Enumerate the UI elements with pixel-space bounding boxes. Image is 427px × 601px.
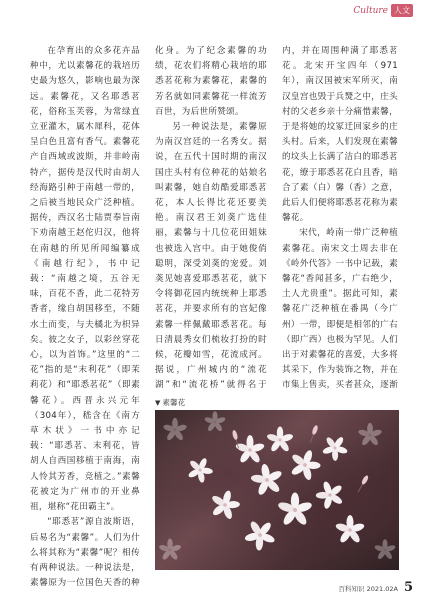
text-column-3	[282, 44, 398, 393]
paragraph: 化身。为了纪念素馨的功绩，花农们将精心栽培的耶悉茗花称为素馨花，素馨的芳名就如同素馨花一样流芳百世，为后世所赞颂。	[155, 46, 267, 117]
paragraph: 宋代，岭南一带广泛种植素馨花。南宋文士周去非在《岭外代答》一书中记载，素馨花“香闻甚多，广右绝少，土人尤贵重”。据此可知，素馨花广泛种植在番禺（今广州）一带，即便是相邻的广右（即广西）也极为罕见。人们出于对素馨花的喜爱，大多将其采下，作为装饰之物，并在市集上售卖，买者甚众，逐渐	[282, 228, 398, 391]
page-number: 5	[403, 580, 413, 595]
paragraph: “耶悉茗”源自波斯语，后易名为“素馨”。人们为什么将其称为“素馨”呢？相传有两种说法。一种说法是，素馨原为一位国色天香的种	[30, 517, 140, 589]
jasmine-flower-photo	[155, 410, 399, 570]
page-footer	[339, 580, 413, 595]
caption-text: 素馨花	[162, 398, 186, 407]
photo-caption	[155, 397, 185, 408]
paragraph: 内，并在周围种满了耶悉茗花。北宋开宝四年（971年），南汉国被宋军所灭，南汉皇宫也毁于兵燹之中，庄头村的父老乡亲十分痛惜素馨，于是将她的坟冢迁回家乡的庄头村。后来，人们发现在素馨的坟头上长满了洁白的耶悉茗花，缭于耶悉茗花白且香，暗合了素（白）馨（香）之意，此后人们便将耶悉茗花称为素馨花。	[282, 46, 398, 224]
section-header	[353, 4, 413, 17]
paragraph: 另一种说法是，素馨原为南汉宫廷的一名秀女。据说，在五代十国时期的南汉国庄头村有位种花的姑娘名叫素馨，她自幼酷爱耶悉茗花，本人长得比花还要美艳。南汉君王刘䶮广选佳丽，素馨与十几位花田姐妹也被选入宫中。由于她俊俏聪明，深受刘䶮的宠爱。刘䶮见她喜爱耶悉茗花，就下令将御花园内统统种上耶悉茗花，并要求所有的宫妃像素馨一样佩戴耶悉茗花。每日清晨秀女们梳妆打扮的时候，花瓣如雪，花流成河。据说，广州城内的“流花湖”和“流花桥”就得名于	[155, 122, 267, 391]
paragraph: 在孕育出的众多花卉品种中，尤以素馨花的栽培历史最为悠久，影响也最为深远。素馨花，又名耶悉茗花，俗称玉芙蓉，为常绿直立亚灌木，属木犀科，花体呈白色且富有香气。素馨花产自西域或波斯，并非岭南特产，据传是汉代时由胡人经海路引种于南越一带的，之后被当地民众广泛种植。据传，西汉名士陆贾奉旨南下劝南越王赵佗归汉，他将在南越的所见所闻编纂成《南越行纪》，书中记载：“南越之境，五谷无味，百花不香，此二花特芳香者，缘自胡国移至，不随水土而变，与夫橘北为枳异矣。彼之女子，以彩丝穿花心，以为首饰。”这里的“二花”指的是“末利花”（即茉莉花）和“耶悉茗花”（即素馨花）。西晋永兴元年（304年），嵇含在《南方草木状》一书中亦记载：“耶悉茗、末利花，皆胡人自西国移植于南海，南人怜其芳香，竞植之。”素馨花被定为广州市的开业鼻祖，堪称“花田霸主”。	[30, 46, 140, 513]
issue-label: 百科知识 2021.02A	[338, 585, 398, 593]
caption-marker-icon: ▼	[155, 398, 161, 407]
flower-illustration	[155, 410, 399, 570]
section-label-cn: 人文	[391, 4, 413, 17]
text-column-1	[30, 44, 140, 589]
section-label-en: Culture	[353, 5, 388, 16]
text-column-2	[155, 44, 267, 393]
